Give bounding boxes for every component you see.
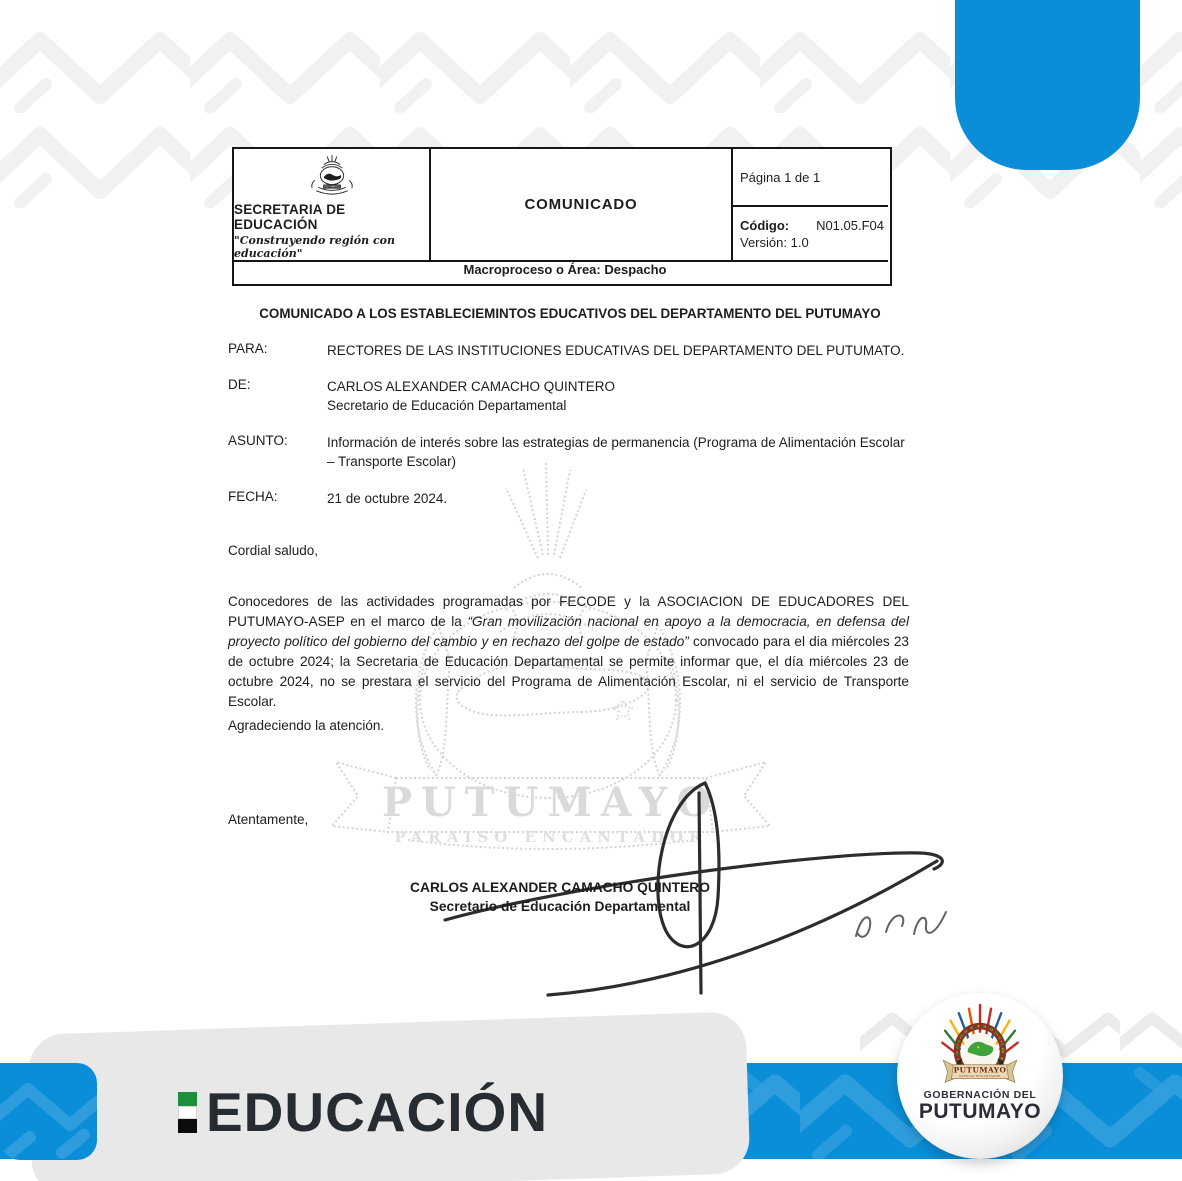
document-header-table (232, 147, 892, 286)
seal-ribbon-title: PUTUMAYO (953, 1065, 1007, 1075)
field-label-asunto: ASUNTO: (228, 433, 288, 448)
version-value: 1.0 (790, 234, 809, 250)
header-org-slogan: "Construyendo región con educación" (234, 234, 395, 260)
logo-banner-text: PUTUMAYO (323, 185, 340, 189)
field-value-fecha: 21 de octubre 2024. (327, 491, 448, 506)
seal-text-line1: GOBERNACIÓN DEL (923, 1089, 1037, 1101)
farewell-line: Atentamente, (228, 812, 309, 827)
field-value-asunto: Información de interés sobre las estrategias de permanencia (Programa de Alimentación Escolar – Transporte Escolar) (327, 435, 905, 469)
field-value-de-role: Secretario de Educación Departamental (327, 398, 567, 413)
field-label-fecha: FECHA: (228, 489, 278, 504)
code-label: Código: (740, 217, 790, 233)
field-label-para: PARA: (228, 341, 268, 356)
closing-line: Agradeciendo la atención. (228, 718, 385, 733)
seal-ribbon-subtitle: PARAISO ENCANTADOR (959, 1074, 1001, 1079)
wordmark-text: EDUCACIÓN (206, 1081, 549, 1143)
seal-coat-of-arms-icon (934, 1001, 1026, 1089)
code-value: N01.05.F04 (816, 217, 884, 233)
blue-chevron-chip-decoration (0, 1063, 97, 1160)
gobernacion-putumayo-seal (897, 993, 1063, 1159)
header-logo-cell (234, 149, 431, 262)
page-count-label: Página 1 de 1 (733, 149, 888, 207)
body-text-suffix: convocado para el dia miércoles 23 de octubre 2024; la Secretaria de Educación Departamental se permite informar que, el día miércoles 23 de octubre 2024, no se prestara el servicio del Programa de Alimentación Escolar, ni el servicio de Transporte Escolar. (228, 634, 909, 709)
corner-pen-mark (852, 906, 952, 954)
field-label-de: DE: (228, 377, 251, 392)
body-paragraph (228, 592, 909, 712)
header-org-name: SECRETARIA DE EDUCACIÓN (234, 202, 346, 232)
macroprocess-row: Macroproceso o Área: Despacho (463, 262, 667, 277)
chip-chevron-pattern-decoration (0, 1063, 97, 1160)
version-label: Versión: (740, 234, 787, 250)
body-text-prefix: Conocedores de las actividades programadas por FECODE y la ASOCIACION DE EDUCADORES DEL PUTUMAYO-ASEP en el marco de la (228, 594, 909, 629)
blue-corner-tab-decoration (955, 0, 1140, 170)
watermark-title: PUTUMAYO (381, 779, 721, 826)
document-type-title: COMUNICADO (431, 149, 733, 262)
code-version-cell (733, 207, 888, 260)
handwritten-signature (400, 735, 960, 997)
body-text-quote: “Gran movilización nacional en apoyo a la democracia, en defensa del proyecto político del gobierno del cambio y en rechazo del golpe de estado” (228, 614, 910, 649)
salutation: Cordial saludo, (228, 543, 319, 558)
seal-text-line2: PUTUMAYO (918, 1100, 1042, 1123)
letter-title: COMUNICADO A LOS ESTABLECIEMINTOS EDUCATIVOS DEL DEPARTAMENTO DEL PUTUMAYO (259, 306, 881, 321)
education-wordmark (178, 1081, 549, 1143)
putumayo-flag-icon (178, 1092, 197, 1133)
header-meta-cell (733, 149, 888, 262)
secretaria-crest-icon (292, 153, 372, 201)
field-value-de-name: CARLOS ALEXANDER CAMACHO QUINTERO (327, 379, 616, 394)
signatory-name: CARLOS ALEXANDER CAMACHO QUINTERO (410, 880, 710, 895)
watermark-subtitle: PARAISO ENCANTADOR (394, 828, 708, 846)
signatory-role: Secretario de Educación Departamental (429, 899, 691, 914)
field-value-para: RECTORES DE LAS INSTITUCIONES EDUCATIVAS DEL DEPARTAMENTO DEL PUTUMATO. (327, 343, 905, 358)
